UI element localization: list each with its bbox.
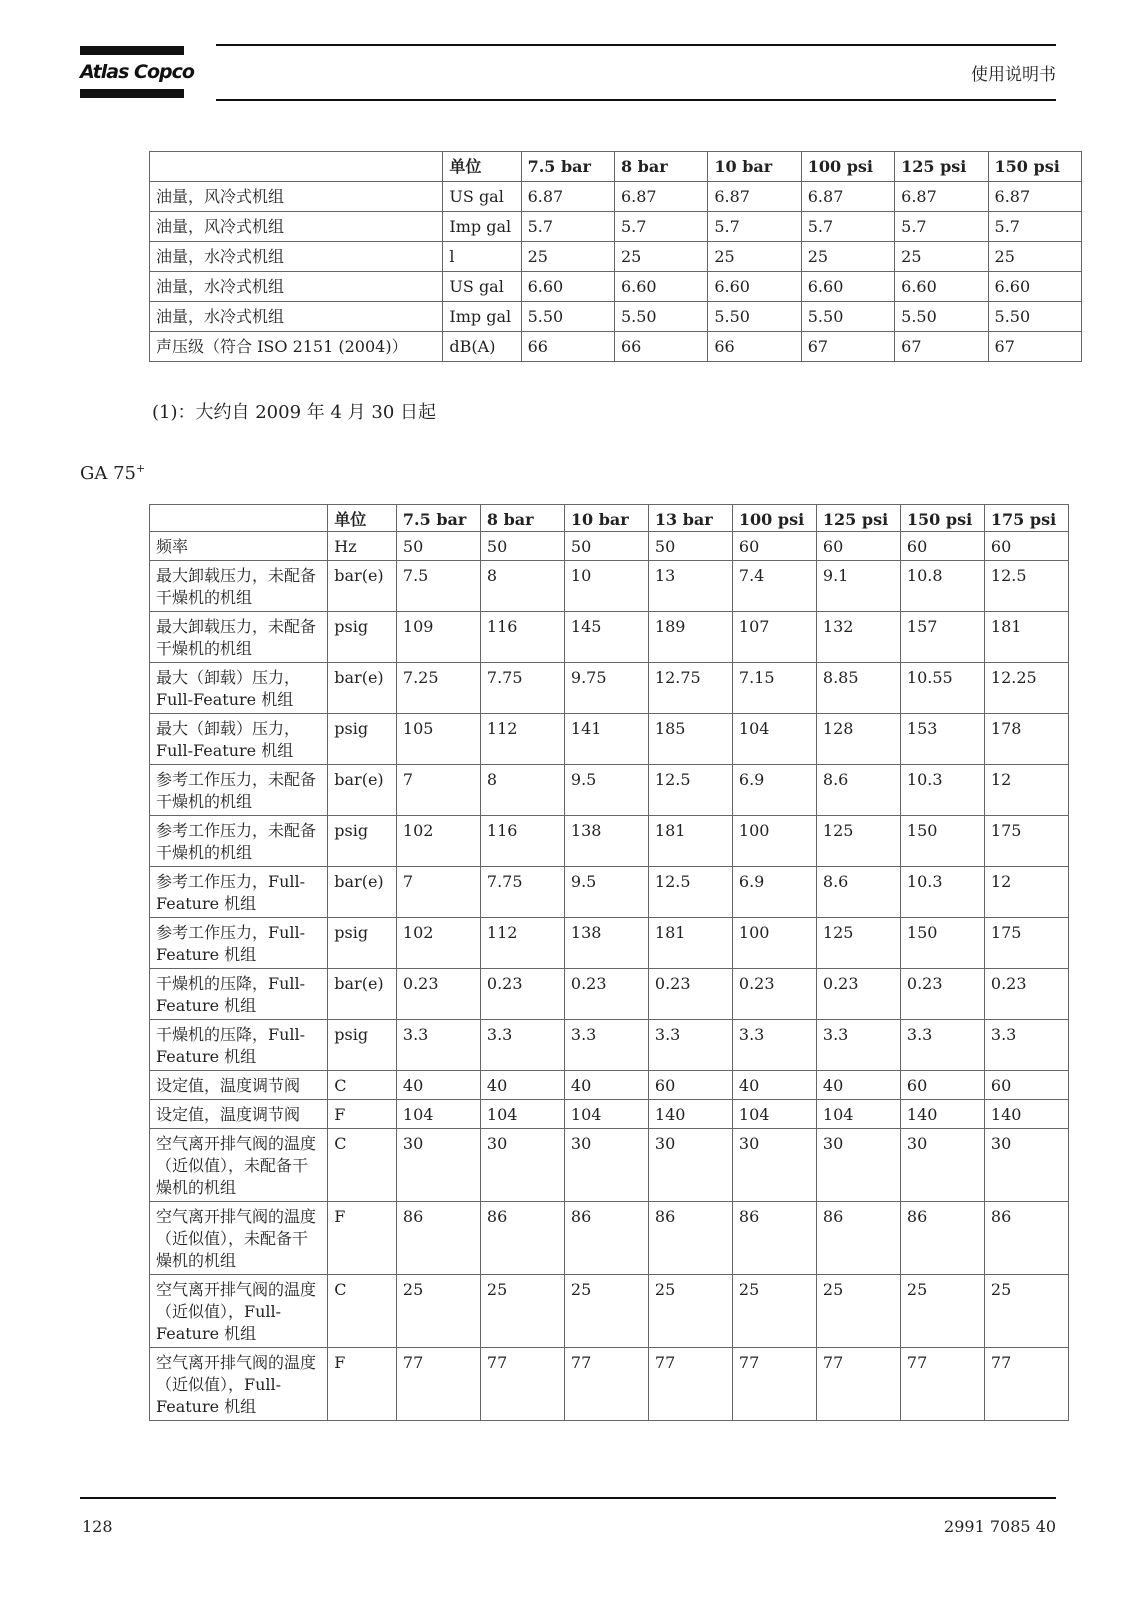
table-row [150,1100,1069,1129]
value-cell: 25 [521,242,614,272]
value-cell: 9.75 [564,663,648,714]
value-cell: 25 [396,1275,480,1348]
table-header-row [150,505,1069,532]
value-cell: 5.50 [801,302,894,332]
document-number: 2991 7085 40 [944,1517,1056,1536]
header-cell: 7.5 bar [396,505,480,532]
table-row [150,332,1082,362]
value-cell: 6.60 [614,272,707,302]
value-cell: 77 [732,1348,816,1421]
value-cell: 30 [564,1129,648,1202]
value-cell: 86 [984,1202,1068,1275]
footnote: (1)：大约自 2009 年 4 月 30 日起 [152,402,436,423]
value-cell: 109 [396,612,480,663]
value-cell: 6.60 [988,272,1081,302]
unit-cell: F [328,1202,397,1275]
value-cell: 0.23 [396,969,480,1020]
table-row [150,816,1069,867]
parameter-cell: 最大（卸载）压力，Full-Feature 机组 [150,714,328,765]
header-cell: 125 psi [895,152,988,182]
parameter-cell: 油量，水冷式机组 [150,242,443,272]
header-rule-bottom [216,99,1056,101]
value-cell: 7.75 [480,663,564,714]
unit-cell: bar(e) [328,969,397,1020]
parameter-cell: 空气离开排气阀的温度（近似值），Full-Feature 机组 [150,1348,328,1421]
value-cell: 60 [900,532,984,561]
value-cell: 7.4 [732,561,816,612]
header-cell-empty [150,152,443,182]
value-cell: 104 [732,714,816,765]
value-cell: 8.6 [816,765,900,816]
parameter-cell: 油量，风冷式机组 [150,212,443,242]
header-cell: 125 psi [816,505,900,532]
header-cell: 175 psi [984,505,1068,532]
value-cell: 8.6 [816,867,900,918]
value-cell: 102 [396,816,480,867]
table-header-row [150,152,1082,182]
value-cell: 50 [480,532,564,561]
value-cell: 40 [816,1071,900,1100]
value-cell: 7.75 [480,867,564,918]
header-cell: 150 psi [988,152,1081,182]
value-cell: 181 [984,612,1068,663]
parameter-cell: 空气离开排气阀的温度（近似值），未配备干燥机的机组 [150,1202,328,1275]
value-cell: 30 [984,1129,1068,1202]
section-heading [80,462,145,484]
value-cell: 30 [732,1129,816,1202]
unit-cell: psig [328,612,397,663]
parameter-cell: 最大卸载压力，未配备干燥机的机组 [150,561,328,612]
value-cell: 6.60 [521,272,614,302]
logo-bar-bottom [80,89,184,98]
unit-cell: F [328,1348,397,1421]
value-cell: 7 [396,765,480,816]
value-cell: 50 [648,532,732,561]
value-cell: 178 [984,714,1068,765]
table-row [150,1020,1069,1071]
value-cell: 77 [984,1348,1068,1421]
section-superscript: + [136,462,146,475]
value-cell: 30 [900,1129,984,1202]
value-cell: 7.25 [396,663,480,714]
unit-cell: bar(e) [328,561,397,612]
header-cell: 13 bar [648,505,732,532]
table-row [150,918,1069,969]
value-cell: 40 [480,1071,564,1100]
value-cell: 104 [564,1100,648,1129]
value-cell: 86 [732,1202,816,1275]
parameter-cell: 空气离开排气阀的温度（近似值），未配备干燥机的机组 [150,1129,328,1202]
value-cell: 40 [732,1071,816,1100]
value-cell: 25 [984,1275,1068,1348]
value-cell: 7.15 [732,663,816,714]
value-cell: 5.50 [895,302,988,332]
value-cell: 60 [648,1071,732,1100]
unit-cell: psig [328,1020,397,1071]
value-cell: 30 [816,1129,900,1202]
footer-rule [80,1497,1056,1499]
unit-cell: US gal [443,182,521,212]
value-cell: 175 [984,816,1068,867]
table-row [150,765,1069,816]
table-row [150,612,1069,663]
parameter-cell: 最大卸载压力，未配备干燥机的机组 [150,612,328,663]
value-cell: 12 [984,765,1068,816]
header-cell: 10 bar [708,152,801,182]
oil-capacity-table [149,151,1082,362]
unit-cell: psig [328,918,397,969]
unit-cell: bar(e) [328,663,397,714]
value-cell: 116 [480,612,564,663]
parameter-cell: 最大（卸载）压力，Full-Feature 机组 [150,663,328,714]
parameter-cell: 油量，水冷式机组 [150,272,443,302]
value-cell: 104 [732,1100,816,1129]
value-cell: 60 [984,532,1068,561]
value-cell: 12.5 [648,765,732,816]
parameter-cell: 设定值，温度调节阀 [150,1100,328,1129]
parameter-cell: 干燥机的压降，Full-Feature 机组 [150,969,328,1020]
value-cell: 0.23 [816,969,900,1020]
unit-cell: psig [328,816,397,867]
parameter-cell: 参考工作压力，未配备干燥机的机组 [150,816,328,867]
value-cell: 25 [480,1275,564,1348]
value-cell: 5.7 [895,212,988,242]
page-number: 128 [82,1517,113,1536]
value-cell: 77 [564,1348,648,1421]
header-cell: 100 psi [732,505,816,532]
value-cell: 116 [480,816,564,867]
value-cell: 3.3 [984,1020,1068,1071]
atlas-copco-logo [80,46,194,98]
value-cell: 25 [801,242,894,272]
value-cell: 86 [564,1202,648,1275]
value-cell: 3.3 [480,1020,564,1071]
table-row [150,867,1069,918]
value-cell: 3.3 [648,1020,732,1071]
value-cell: 77 [816,1348,900,1421]
value-cell: 125 [816,918,900,969]
value-cell: 60 [816,532,900,561]
table-row [150,242,1082,272]
unit-cell: Imp gal [443,212,521,242]
ga75-spec-table [149,504,1069,1421]
value-cell: 9.1 [816,561,900,612]
value-cell: 0.23 [564,969,648,1020]
value-cell: 8.85 [816,663,900,714]
table-row [150,1275,1069,1348]
value-cell: 10.3 [900,867,984,918]
value-cell: 138 [564,816,648,867]
table-row [150,272,1082,302]
value-cell: 5.50 [521,302,614,332]
value-cell: 13 [648,561,732,612]
value-cell: 112 [480,918,564,969]
value-cell: 25 [614,242,707,272]
value-cell: 125 [816,816,900,867]
header-cell: 单位 [443,152,521,182]
table-row [150,663,1069,714]
value-cell: 104 [480,1100,564,1129]
unit-cell: bar(e) [328,765,397,816]
value-cell: 102 [396,918,480,969]
value-cell: 5.7 [988,212,1081,242]
value-cell: 86 [816,1202,900,1275]
value-cell: 6.87 [895,182,988,212]
value-cell: 185 [648,714,732,765]
table-row [150,561,1069,612]
value-cell: 5.7 [708,212,801,242]
unit-cell: F [328,1100,397,1129]
value-cell: 9.5 [564,867,648,918]
value-cell: 100 [732,816,816,867]
value-cell: 8 [480,765,564,816]
unit-cell: psig [328,714,397,765]
value-cell: 6.60 [801,272,894,302]
value-cell: 140 [648,1100,732,1129]
value-cell: 50 [396,532,480,561]
value-cell: 86 [900,1202,984,1275]
unit-cell: dB(A) [443,332,521,362]
value-cell: 77 [396,1348,480,1421]
value-cell: 5.7 [614,212,707,242]
value-cell: 0.23 [732,969,816,1020]
value-cell: 10.8 [900,561,984,612]
value-cell: 66 [708,332,801,362]
value-cell: 6.60 [708,272,801,302]
header-cell: 8 bar [614,152,707,182]
table-row [150,714,1069,765]
value-cell: 6.87 [614,182,707,212]
header-cell: 7.5 bar [521,152,614,182]
logo-text: Atlas Copco [80,61,194,83]
parameter-cell: 干燥机的压降，Full-Feature 机组 [150,1020,328,1071]
value-cell: 25 [648,1275,732,1348]
value-cell: 12.75 [648,663,732,714]
value-cell: 30 [648,1129,732,1202]
table-row [150,1129,1069,1202]
value-cell: 25 [816,1275,900,1348]
parameter-cell: 参考工作压力，Full-Feature 机组 [150,867,328,918]
value-cell: 7.5 [396,561,480,612]
parameter-cell: 参考工作压力，未配备干燥机的机组 [150,765,328,816]
value-cell: 5.50 [614,302,707,332]
value-cell: 30 [396,1129,480,1202]
value-cell: 5.50 [988,302,1081,332]
value-cell: 40 [396,1071,480,1100]
value-cell: 5.7 [521,212,614,242]
unit-cell: C [328,1071,397,1100]
value-cell: 3.3 [564,1020,648,1071]
value-cell: 3.3 [396,1020,480,1071]
value-cell: 6.87 [521,182,614,212]
value-cell: 6.9 [732,765,816,816]
value-cell: 3.3 [732,1020,816,1071]
value-cell: 153 [900,714,984,765]
value-cell: 66 [614,332,707,362]
value-cell: 132 [816,612,900,663]
value-cell: 60 [732,532,816,561]
value-cell: 157 [900,612,984,663]
table-row [150,532,1069,561]
parameter-cell: 油量，水冷式机组 [150,302,443,332]
header-cell: 10 bar [564,505,648,532]
logo-bar-top [80,46,184,55]
unit-cell: US gal [443,272,521,302]
unit-cell: l [443,242,521,272]
value-cell: 105 [396,714,480,765]
value-cell: 0.23 [900,969,984,1020]
value-cell: 175 [984,918,1068,969]
header-cell: 150 psi [900,505,984,532]
header-cell: 单位 [328,505,397,532]
value-cell: 25 [988,242,1081,272]
value-cell: 150 [900,918,984,969]
header-cell-empty [150,505,328,532]
header-rule-top [216,44,1056,46]
value-cell: 10.3 [900,765,984,816]
parameter-cell: 声压级（符合 ISO 2151 (2004)） [150,332,443,362]
value-cell: 181 [648,816,732,867]
value-cell: 0.23 [984,969,1068,1020]
value-cell: 77 [480,1348,564,1421]
parameter-cell: 频率 [150,532,328,561]
value-cell: 25 [564,1275,648,1348]
value-cell: 112 [480,714,564,765]
value-cell: 141 [564,714,648,765]
value-cell: 77 [648,1348,732,1421]
value-cell: 189 [648,612,732,663]
value-cell: 12 [984,867,1068,918]
table-row [150,969,1069,1020]
value-cell: 6.87 [988,182,1081,212]
value-cell: 40 [564,1071,648,1100]
value-cell: 3.3 [816,1020,900,1071]
table-row [150,302,1082,332]
header-cell: 100 psi [801,152,894,182]
value-cell: 67 [895,332,988,362]
value-cell: 100 [732,918,816,969]
value-cell: 150 [900,816,984,867]
value-cell: 77 [900,1348,984,1421]
value-cell: 10 [564,561,648,612]
value-cell: 25 [708,242,801,272]
value-cell: 9.5 [564,765,648,816]
value-cell: 107 [732,612,816,663]
value-cell: 12.5 [984,561,1068,612]
value-cell: 128 [816,714,900,765]
value-cell: 60 [984,1071,1068,1100]
value-cell: 30 [480,1129,564,1202]
value-cell: 60 [900,1071,984,1100]
value-cell: 6.60 [895,272,988,302]
value-cell: 67 [988,332,1081,362]
unit-cell: Hz [328,532,397,561]
value-cell: 8 [480,561,564,612]
value-cell: 86 [648,1202,732,1275]
value-cell: 25 [895,242,988,272]
value-cell: 145 [564,612,648,663]
parameter-cell: 空气离开排气阀的温度（近似值），Full-Feature 机组 [150,1275,328,1348]
value-cell: 25 [732,1275,816,1348]
parameter-cell: 参考工作压力，Full-Feature 机组 [150,918,328,969]
parameter-cell: 设定值，温度调节阀 [150,1071,328,1100]
value-cell: 66 [521,332,614,362]
value-cell: 138 [564,918,648,969]
value-cell: 140 [900,1100,984,1129]
value-cell: 12.25 [984,663,1068,714]
value-cell: 50 [564,532,648,561]
table-row [150,1348,1069,1421]
value-cell: 104 [396,1100,480,1129]
header-cell: 8 bar [480,505,564,532]
value-cell: 6.87 [801,182,894,212]
value-cell: 7 [396,867,480,918]
table-row [150,182,1082,212]
unit-cell: C [328,1129,397,1202]
table-row [150,212,1082,242]
unit-cell: bar(e) [328,867,397,918]
value-cell: 6.9 [732,867,816,918]
value-cell: 10.55 [900,663,984,714]
value-cell: 104 [816,1100,900,1129]
value-cell: 12.5 [648,867,732,918]
section-title: GA 75 [80,463,137,484]
value-cell: 5.7 [801,212,894,242]
value-cell: 5.50 [708,302,801,332]
value-cell: 67 [801,332,894,362]
table-row [150,1202,1069,1275]
value-cell: 0.23 [648,969,732,1020]
value-cell: 3.3 [900,1020,984,1071]
value-cell: 0.23 [480,969,564,1020]
value-cell: 6.87 [708,182,801,212]
value-cell: 140 [984,1100,1068,1129]
value-cell: 86 [480,1202,564,1275]
parameter-cell: 油量，风冷式机组 [150,182,443,212]
value-cell: 181 [648,918,732,969]
table-row [150,1071,1069,1100]
unit-cell: Imp gal [443,302,521,332]
value-cell: 25 [900,1275,984,1348]
unit-cell: C [328,1275,397,1348]
value-cell: 86 [396,1202,480,1275]
document-title: 使用说明书 [971,65,1056,85]
